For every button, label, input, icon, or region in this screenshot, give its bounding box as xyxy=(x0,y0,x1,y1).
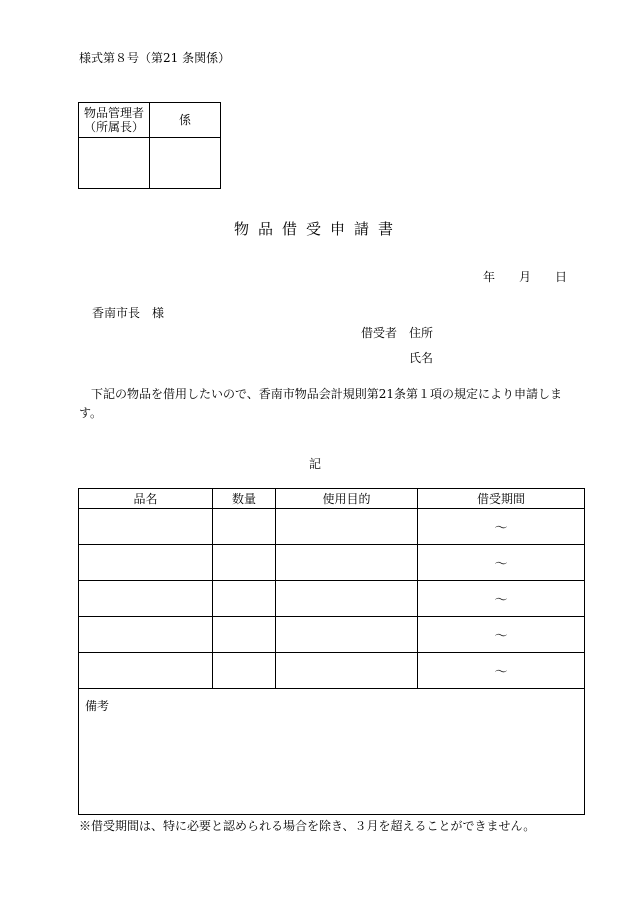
purpose-cell[interactable] xyxy=(276,545,418,581)
month-label: 月 xyxy=(519,270,532,284)
period-cell[interactable]: ～ xyxy=(418,581,585,617)
quantity-cell[interactable] xyxy=(213,617,276,653)
item-name-cell[interactable] xyxy=(79,617,213,653)
period-cell[interactable]: ～ xyxy=(418,653,585,689)
quantity-cell[interactable] xyxy=(213,581,276,617)
item-name-cell[interactable] xyxy=(79,509,213,545)
item-name-cell[interactable] xyxy=(79,581,213,617)
table-row xyxy=(79,545,585,581)
item-table xyxy=(78,488,585,815)
purpose-cell[interactable] xyxy=(276,509,418,545)
header-purpose: 使用目的 xyxy=(276,489,418,509)
year-label: 年 xyxy=(483,270,496,284)
manager-label-line1: 物品管理者 xyxy=(83,106,144,120)
item-name-cell[interactable] xyxy=(79,653,213,689)
remarks-cell[interactable] xyxy=(79,689,585,815)
date-line xyxy=(483,268,567,285)
addressee: 香南市長 様 xyxy=(92,306,165,320)
document-title: 物品借受申請書 xyxy=(233,220,402,238)
remarks-row xyxy=(79,689,585,815)
item-name-cell[interactable] xyxy=(79,545,213,581)
period-cell[interactable]: ～ xyxy=(418,617,585,653)
table-row xyxy=(79,617,585,653)
approval-stamp-box xyxy=(78,102,221,189)
applicant-address-label: 借受者 住所 xyxy=(361,326,434,340)
day-label: 日 xyxy=(555,270,568,284)
manager-stamp-area[interactable] xyxy=(79,138,150,189)
quantity-cell[interactable] xyxy=(213,653,276,689)
quantity-cell[interactable] xyxy=(213,545,276,581)
footnote: ※借受期間は、特に必要と認められる場合を除き、３月を超えることができません。 xyxy=(79,819,536,833)
header-period: 借受期間 xyxy=(418,489,585,509)
manager-label-cell xyxy=(79,103,150,138)
table-row xyxy=(79,653,585,689)
staff-label: 係 xyxy=(178,113,191,127)
request-body-text: 下記の物品を借用したいので、香南市物品会計規則第21条第１項の規定により申請します。 xyxy=(79,387,563,420)
manager-label-line2: （所属長） xyxy=(83,120,144,134)
remarks-label: 備考 xyxy=(85,699,110,713)
staff-stamp-area[interactable] xyxy=(150,138,221,189)
form-number: 様式第８号（第21 条関係） xyxy=(79,51,231,65)
purpose-cell[interactable] xyxy=(276,653,418,689)
table-header-row xyxy=(79,489,585,509)
period-cell[interactable]: ～ xyxy=(418,509,585,545)
staff-label-cell xyxy=(150,103,221,138)
table-row xyxy=(79,581,585,617)
header-quantity: 数量 xyxy=(213,489,276,509)
quantity-cell[interactable] xyxy=(213,509,276,545)
ki-heading: 記 xyxy=(308,457,321,471)
purpose-cell[interactable] xyxy=(276,581,418,617)
period-cell[interactable]: ～ xyxy=(418,545,585,581)
header-item-name: 品名 xyxy=(79,489,213,509)
purpose-cell[interactable] xyxy=(276,617,418,653)
table-row xyxy=(79,509,585,545)
applicant-name-label: 氏名 xyxy=(409,351,434,365)
